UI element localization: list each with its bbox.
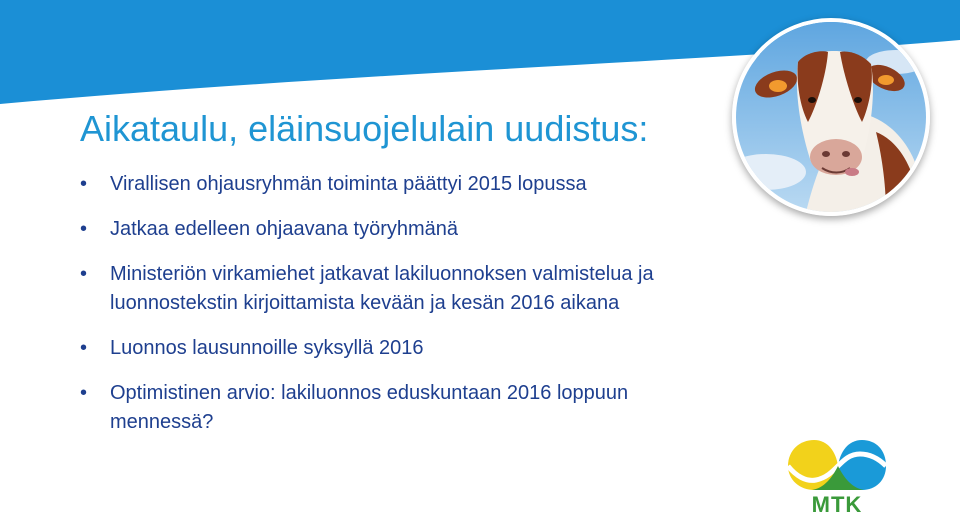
bullet-text: Optimistinen arvio: lakiluonnos eduskuntaan 2016 loppuun mennessä?	[110, 382, 629, 433]
bullet-list	[80, 170, 700, 453]
slide-title: Aikataulu, eläinsuojelulain uudistus:	[80, 108, 649, 149]
bullet-text: Virallisen ohjausryhmän toiminta päättyi 2015 lopussa	[110, 173, 587, 195]
logo-text: MTK	[811, 492, 863, 517]
bullet-icon: •	[80, 263, 88, 285]
bullet-text: Luonnos lausunnoille syksyllä 2016	[110, 337, 424, 359]
bullet-icon: •	[80, 382, 88, 404]
bullet-icon: •	[80, 337, 88, 359]
list-item	[80, 334, 700, 363]
list-item	[80, 170, 700, 199]
bullet-text: Jatkaa edelleen ohjaavana työryhmänä	[110, 218, 459, 240]
list-item	[80, 215, 700, 244]
bullet-text: Ministeriön virkamiehet jatkavat lakiluonnoksen valmistelua ja luonnostekstin kirjoittamista kevään ja kesän 2016 aikana	[110, 263, 654, 314]
cow-photo	[732, 18, 930, 216]
bullet-icon: •	[80, 218, 88, 240]
list-item	[80, 379, 700, 437]
mtk-logo-icon	[782, 436, 892, 518]
bullet-icon: •	[80, 173, 88, 195]
list-item	[80, 260, 700, 318]
